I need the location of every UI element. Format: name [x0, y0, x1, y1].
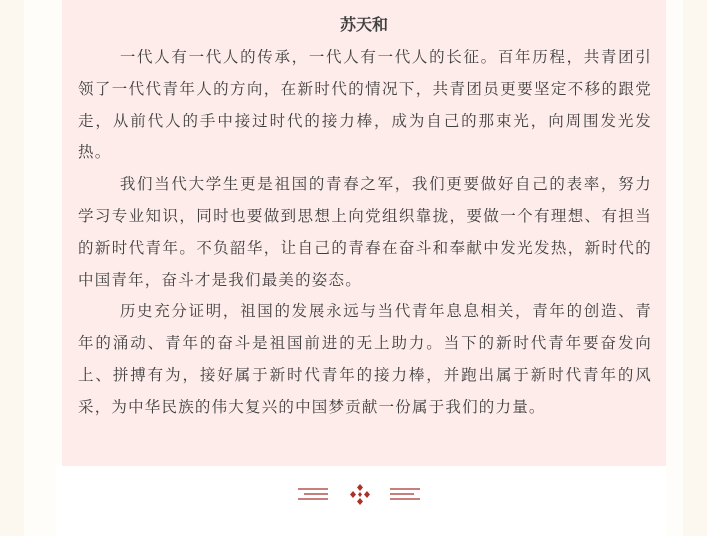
author-name: 苏天和: [339, 15, 388, 34]
paragraph-3: 历史充分证明，祖国的发展永远与当代青年息息相关，青年的创造、青年的涌动、青年的奋斗是祖国前进的无上助力。当下的新时代青年要奋发向上、拼搏有为，接好属于新时代青年的接力棒，并跑出属于新时代青年的风采，为中华民族的伟大复兴的中国梦贡献一份属于我们的力量。: [78, 302, 652, 416]
article-card: [62, 0, 666, 466]
article-body: [78, 42, 652, 424]
paragraph-1: 一代人有一代人的传承，一代人有一代人的长征。百年历程，共青团引领了一代代青年人的方向，在新时代的情况下，共青团员更要坚定不移的跟党走，从前代人的手中接过时代的接力棒，成为自己的那束光，向周围发光发热。: [78, 48, 652, 162]
footer-section: [56, 466, 666, 536]
diamond-divider-icon: [56, 484, 666, 506]
paragraph-2: 我们当代大学生更是祖国的青春之军，我们更要做好自己的表率，努力学习专业知识，同时也要做到思想上向党组织靠拢，要做一个有理想、有担当的新时代青年。不负韶华，让自己的青春在奋斗和奉献中发光发热，新时代的中国青年，奋斗才是我们最美的姿态。: [78, 175, 652, 289]
